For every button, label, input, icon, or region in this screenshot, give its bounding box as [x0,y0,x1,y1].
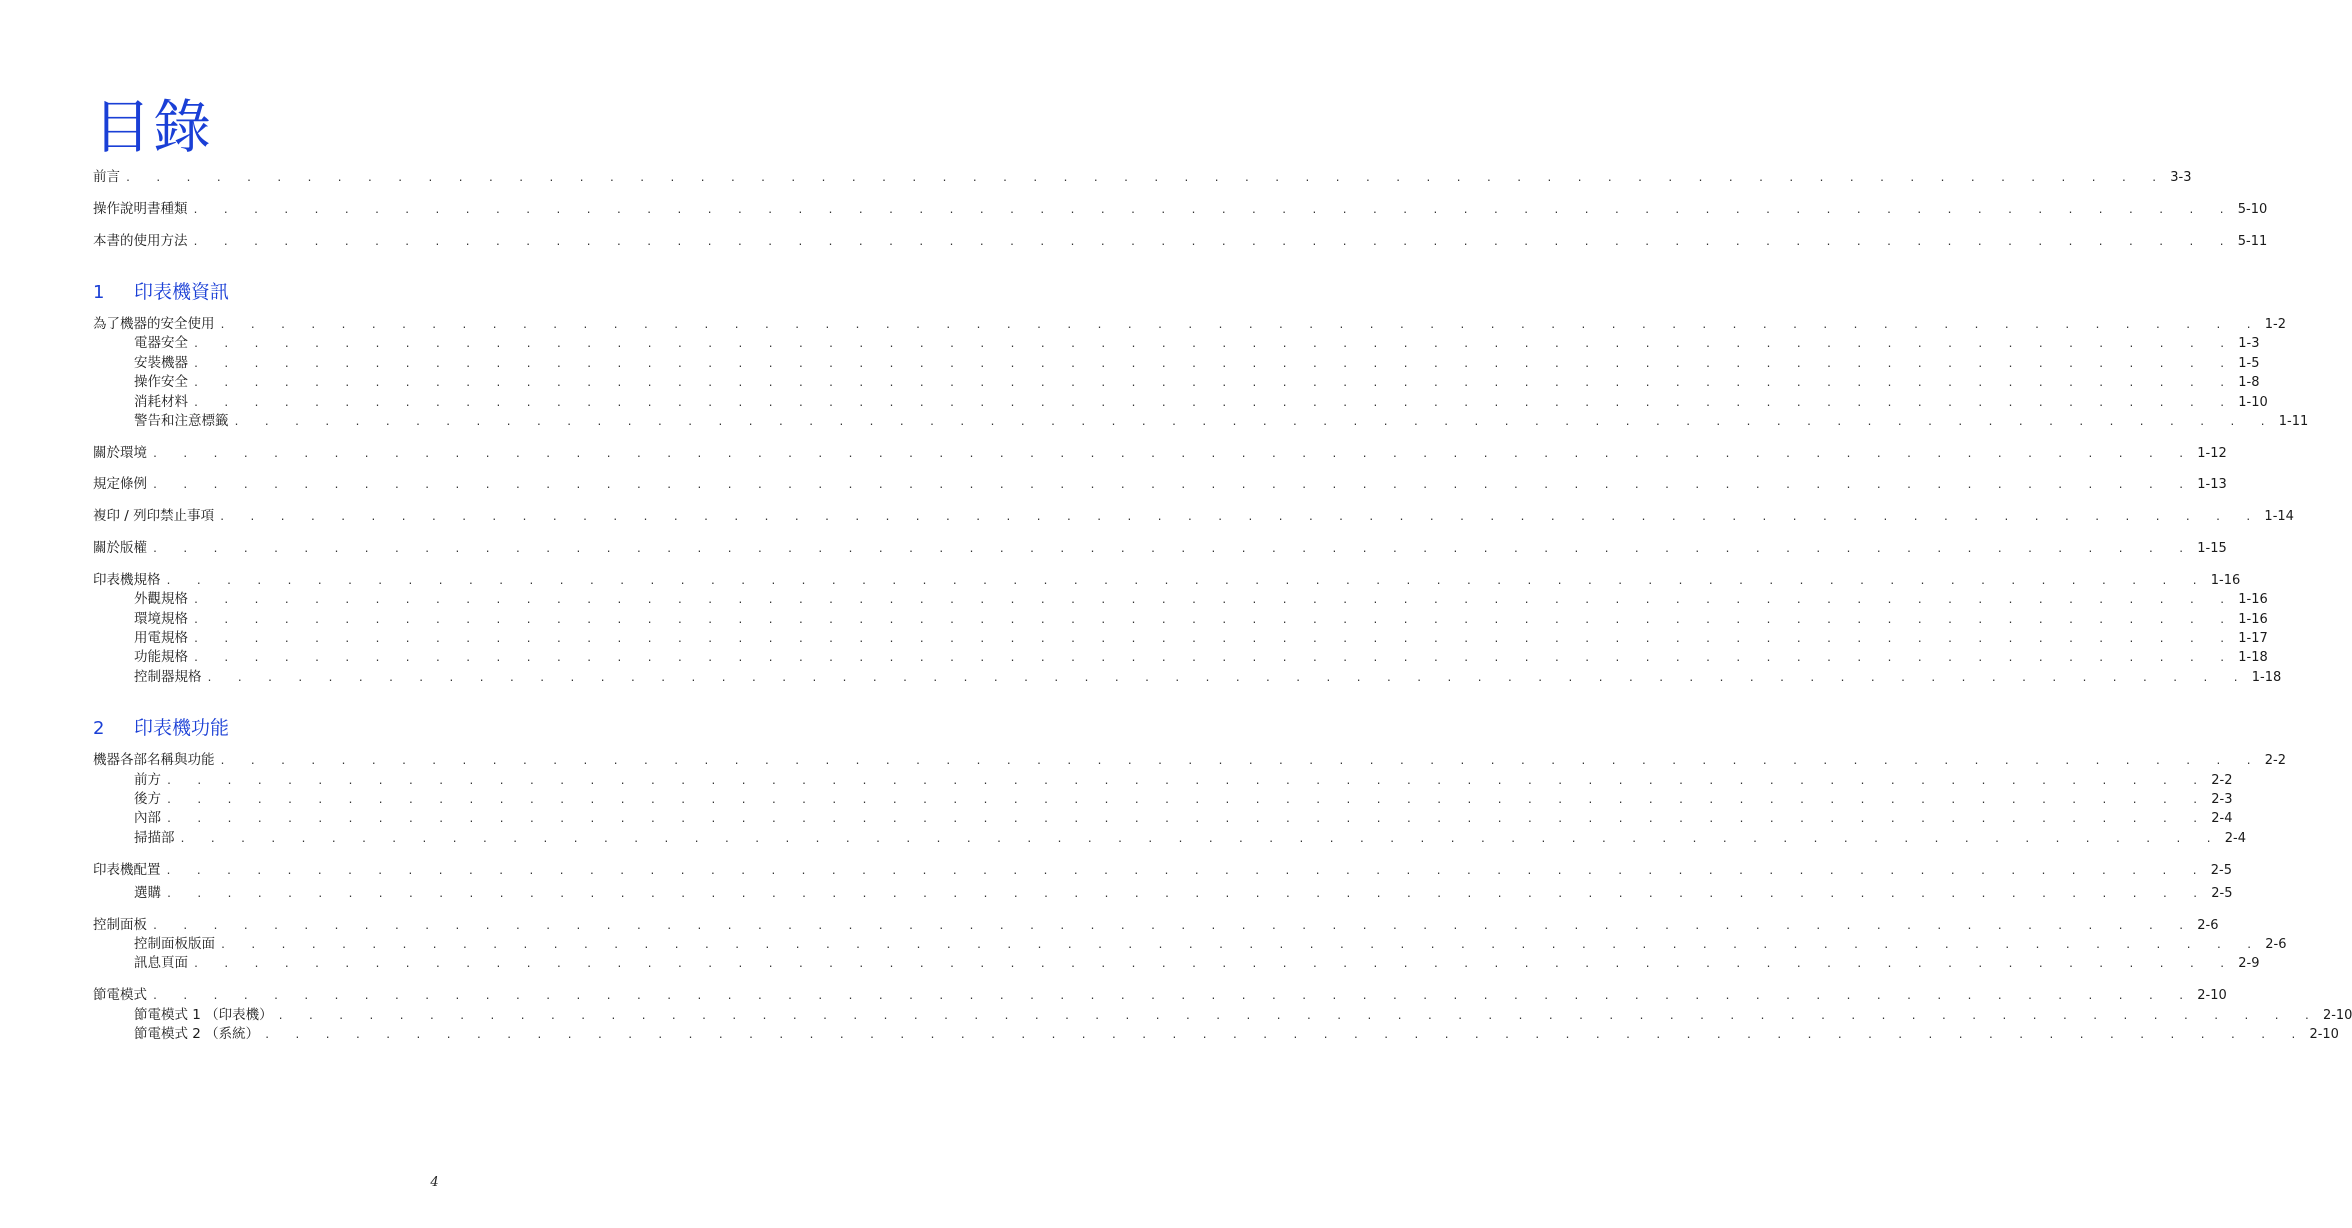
toc-entry-page: 2-9 [2238,956,2260,972]
toc-entry-page: 1-2 [2264,316,2287,332]
toc-entry-page: 2-2 [2264,753,2287,769]
dot-leader: . . . . . . . . . . . . . . . . . . . . . . . . . . . . . . . . . . . . . . . . . . . . . . . . . . . . . . . . . . . . . . . . . . . . [152,991,2194,1003]
toc-subentry[interactable] [93,334,2260,353]
chapter-title: 印表機功能 [134,717,230,740]
dot-leader: . . . . . . . . . . . . . . . . . . . . . . . . . . . . . . . . . . . . . . . . . . . . . . . . . . . . . . . . . . . . . . . . . . . . [125,173,2167,184]
toc-entry-label: 印表機配置 [93,861,161,878]
toc-entry-label: 前方 [134,771,161,788]
dot-leader: . . . . . . . . . . . . . . . . . . . . . . . . . . . . . . . . . . . . . . . . . . . . . . . . . . . . . . . . . . . . . . . . . . . . [193,614,2235,626]
toc-subentry[interactable] [93,373,2260,392]
toc-subentry[interactable] [93,629,2268,648]
toc-subentry[interactable] [93,648,2268,667]
toc-entry-page: 1-18 [2251,669,2282,685]
toc-entry-page: 1-11 [2278,413,2309,429]
toc-entry-page: 1-14 [2264,509,2294,525]
toc-subentry[interactable] [93,590,2268,609]
toc-entry-page: 1-15 [2197,541,2227,557]
toc-entry-label: 用電規格 [134,629,188,646]
toc-entry[interactable] [93,475,2227,494]
dot-leader: . . . . . . . . . . . . . . . . . . . . . . . . . . . . . . . . . . . . . . . . . . . . . . . . . . . . . . . . . . . . . . . . . . . . [193,378,2235,390]
toc-entry-label: 操作安全 [134,374,188,391]
toc-entry[interactable] [93,232,2268,251]
toc-entry-label: 電器安全 [134,335,188,352]
toc-entry-page: 2-5 [2210,862,2233,878]
toc-subentry[interactable] [93,1025,2339,1044]
chapter-heading[interactable] [93,715,767,741]
toc-entry[interactable] [93,200,2268,219]
toc-entry-label: 控制面板版面 [134,936,215,953]
dot-leader: . . . . . . . . . . . . . . . . . . . . . . . . . . . . . . . . . . . . . . . . . . . . . . . . . . . . . . . . . . . . . . . . . . . . [192,204,2234,216]
page-title: 目錄 [93,93,214,161]
toc-entry-page: 1-17 [2238,630,2268,646]
toc-entry-page: 2-4 [2211,811,2233,827]
dot-leader: . . . . . . . . . . . . . . . . . . . . . . . . . . . . . . . . . . . . . . . . . . . . . . . . . . . . . . . . . . . . . . . . . . . . [152,544,2194,556]
toc-entry[interactable] [93,315,2287,334]
intro-section [93,168,2268,251]
toc-entry-page: 1-13 [2197,477,2227,493]
toc-entry-page: 5-11 [2237,233,2268,249]
toc-entry-page: 2-6 [2265,937,2287,953]
toc-entry-label: 機器各部名稱與功能 [93,752,215,769]
toc-entry-page: 2-10 [2197,988,2227,1004]
dot-leader: . . . . . . . . . . . . . . . . . . . . . . . . . . . . . . . . . . . . . . . . . . . . . . . . . . . . . . . . . . . . . . . . . . . . [219,512,2261,524]
dot-leader: . . . . . . . . . . . . . . . . . . . . . . . . . . . . . . . . . . . . . . . . . . . . . . . . . . . . . . . . . . . . . . . . . . . . [264,1030,2306,1042]
toc-entry-page: 2-10 [2322,1007,2352,1023]
dot-leader: . . . . . . . . . . . . . . . . . . . . . . . . . . . . . . . . . . . . . . . . . . . . . . . . . . . . . . . . . . . . . . . . . . . . [166,888,2208,900]
toc-entry-page: 5-10 [2237,201,2268,217]
chapter-title: 印表機資訊 [134,280,230,303]
dot-leader: . . . . . . . . . . . . . . . . . . . . . . . . . . . . . . . . . . . . . . . . . . . . . . . . . . . . . . . . . . . . . . . . . . . . [152,480,2194,492]
dot-leader: . . . . . . . . . . . . . . . . . . . . . . . . . . . . . . . . . . . . . . . . . . . . . . . . . . . . . . . . . . . . . . . . . . . . [193,595,2235,607]
dot-leader: . . . . . . . . . . . . . . . . . . . . . . . . . . . . . . . . . . . . . . . . . . . . . . . . . . . . . . . . . . . . . . . . . . . . [166,794,2208,806]
toc-entry-page: 1-16 [2210,572,2241,588]
toc-subentry[interactable] [93,1006,2352,1025]
chapter-heading[interactable] [93,279,767,305]
toc-entry-label: 安裝機器 [134,354,188,371]
toc-entry-label: 複印 / 列印禁止事項 [93,508,215,525]
toc-subentry[interactable] [93,829,2247,848]
toc-entry-label: 本書的使用方法 [93,232,188,249]
toc-entry-label: 訊息頁面 [134,955,188,972]
toc-entry[interactable] [93,861,2233,880]
toc-entry-page: 1-16 [2238,611,2268,627]
dot-leader: . . . . . . . . . . . . . . . . . . . . . . . . . . . . . . . . . . . . . . . . . . . . . . . . . . . . . . . . . . . . . . . . . . . . [166,814,2208,826]
toc-subentry[interactable] [93,412,2309,431]
toc-entry-label: 為了機器的安全使用 [93,315,215,332]
toc-entry-page: 2-6 [2197,917,2219,933]
toc-entry-label: 節電模式 2 （系統） [134,1026,260,1043]
dot-leader: . . . . . . . . . . . . . . . . . . . . . . . . . . . . . . . . . . . . . . . . . . . . . . . . . . . . . . . . . . . . . . . . . . . . [179,833,2221,845]
toc-entry-page: 2-2 [2211,772,2233,788]
toc-entry-label: 關於環境 [93,444,147,461]
toc-subentry[interactable] [93,354,2260,373]
toc-entry-page: 2-3 [2211,791,2233,807]
table-of-contents [93,168,2352,1044]
toc-subentry[interactable] [93,954,2260,973]
dot-leader: . . . . . . . . . . . . . . . . . . . . . . . . . . . . . . . . . . . . . . . . . . . . . . . . . . . . . . . . . . . . . . . . . . . . [166,775,2208,787]
dot-leader: . . . . . . . . . . . . . . . . . . . . . . . . . . . . . . . . . . . . . . . . . . . . . . . . . . . . . . . . . . . . . . . . . . . . [219,756,2261,768]
toc-entry-page: 1-5 [2238,355,2260,371]
dot-leader: . . . . . . . . . . . . . . . . . . . . . . . . . . . . . . . . . . . . . . . . . . . . . . . . . . . . . . . . . . . . . . . . . . . . [193,959,2235,971]
toc-entry-label: 內部 [134,810,161,827]
toc-entry[interactable] [93,986,2227,1005]
toc-entry[interactable] [93,444,2227,463]
toc-entry-page: 1-16 [2238,592,2268,608]
toc-entry[interactable] [93,916,2219,935]
toc-entry-label: 節電模式 1 （印表機） [134,1006,273,1023]
dot-leader: . . . . . . . . . . . . . . . . . . . . . . . . . . . . . . . . . . . . . . . . . . . . . . . . . . . . . . . . . . . . . . . . . . . . [165,865,2207,877]
toc-entry-page: 1-3 [2238,336,2260,352]
toc-entry-label: 選購 [134,884,161,901]
toc-entry-label: 控制面板 [93,916,147,933]
toc-entry-label: 節電模式 [93,987,147,1004]
toc-entry[interactable] [93,751,2287,770]
dot-leader: . . . . . . . . . . . . . . . . . . . . . . . . . . . . . . . . . . . . . . . . . . . . . . . . . . . . . . . . . . . . . . . . . . . . [193,397,2235,409]
toc-entry-label: 警告和注意標籤 [134,412,229,429]
toc-entry-page: 2-5 [2211,885,2233,901]
toc-entry[interactable] [93,539,2227,558]
toc-entry-label: 消耗材料 [134,393,188,410]
toc-subentry[interactable] [93,393,2268,412]
toc-entry-label: 外觀規格 [134,591,188,608]
toc-subentry[interactable] [93,771,2233,790]
dot-leader: . . . . . . . . . . . . . . . . . . . . . . . . . . . . . . . . . . . . . . . . . . . . . . . . . . . . . . . . . . . . . . . . . . . . [206,672,2248,684]
toc-entry-label: 功能規格 [134,649,188,666]
toc-entry-label: 操作說明書種類 [93,200,188,217]
dot-leader: . . . . . . . . . . . . . . . . . . . . . . . . . . . . . . . . . . . . . . . . . . . . . . . . . . . . . . . . . . . . . . . . . . . . [193,358,2235,370]
toc-entry-label: 後方 [134,790,161,807]
toc-entry-page: 1-12 [2197,445,2227,461]
dot-leader: . . . . . . . . . . . . . . . . . . . . . . . . . . . . . . . . . . . . . . . . . . . . . . . . . . . . . . . . . . . . . . . . . . . . [192,236,2234,248]
dot-leader: . . . . . . . . . . . . . . . . . . . . . . . . . . . . . . . . . . . . . . . . . . . . . . . . . . . . . . . . . . . . . . . . . . . . [165,575,2207,587]
dot-leader: . . . . . . . . . . . . . . . . . . . . . . . . . . . . . . . . . . . . . . . . . . . . . . . . . . . . . . . . . . . . . . . . . . . . [220,940,2262,952]
toc-entry-page: 3-3 [2170,170,2192,185]
toc-entry[interactable] [93,168,2192,187]
toc-entry-label: 規定條例 [93,476,147,493]
toc-entry[interactable] [93,507,2294,526]
toc-entry-label: 掃描部 [134,829,175,846]
toc-entry-label: 關於版權 [93,540,147,557]
toc-entry-label: 環境規格 [134,610,188,627]
toc-subentry[interactable] [93,935,2287,954]
toc-subentry[interactable] [93,790,2233,809]
dot-leader: . . . . . . . . . . . . . . . . . . . . . . . . . . . . . . . . . . . . . . . . . . . . . . . . . . . . . . . . . . . . . . . . . . . . [219,319,2261,331]
dot-leader: . . . . . . . . . . . . . . . . . . . . . . . . . . . . . . . . . . . . . . . . . . . . . . . . . . . . . . . . . . . . . . . . . . . . [277,1010,2319,1022]
toc-subentry[interactable] [93,668,2282,687]
dot-leader: . . . . . . . . . . . . . . . . . . . . . . . . . . . . . . . . . . . . . . . . . . . . . . . . . . . . . . . . . . . . . . . . . . . . [152,448,2194,460]
toc-subentry[interactable] [93,809,2233,828]
dot-leader: . . . . . . . . . . . . . . . . . . . . . . . . . . . . . . . . . . . . . . . . . . . . . . . . . . . . . . . . . . . . . . . . . . . . [193,633,2235,645]
toc-entry-page: 1-10 [2238,394,2268,410]
dot-leader: . . . . . . . . . . . . . . . . . . . . . . . . . . . . . . . . . . . . . . . . . . . . . . . . . . . . . . . . . . . . . . . . . . . . [233,416,2275,428]
toc-entry-label: 印表機規格 [93,571,161,588]
chapter-number: 2 [93,718,105,740]
toc-entry-page: 1-18 [2238,650,2268,666]
chapter-number: 1 [93,281,105,303]
footer-page-number: 4 [430,1175,439,1190]
dot-leader: . . . . . . . . . . . . . . . . . . . . . . . . . . . . . . . . . . . . . . . . . . . . . . . . . . . . . . . . . . . . . . . . . . . . [152,920,2194,932]
toc-entry[interactable] [93,571,2241,590]
toc-subentry[interactable] [93,610,2268,629]
toc-entry-page: 1-8 [2238,375,2260,391]
toc-entry-label: 前言 [93,169,120,185]
toc-subentry[interactable] [93,884,2233,903]
toc-entry-page: 2-4 [2224,830,2247,846]
toc-entry-label: 控制器規格 [134,668,202,685]
toc-entry-page: 2-10 [2309,1027,2339,1043]
dot-leader: . . . . . . . . . . . . . . . . . . . . . . . . . . . . . . . . . . . . . . . . . . . . . . . . . . . . . . . . . . . . . . . . . . . . [193,339,2235,351]
dot-leader: . . . . . . . . . . . . . . . . . . . . . . . . . . . . . . . . . . . . . . . . . . . . . . . . . . . . . . . . . . . . . . . . . . . . [193,653,2235,665]
